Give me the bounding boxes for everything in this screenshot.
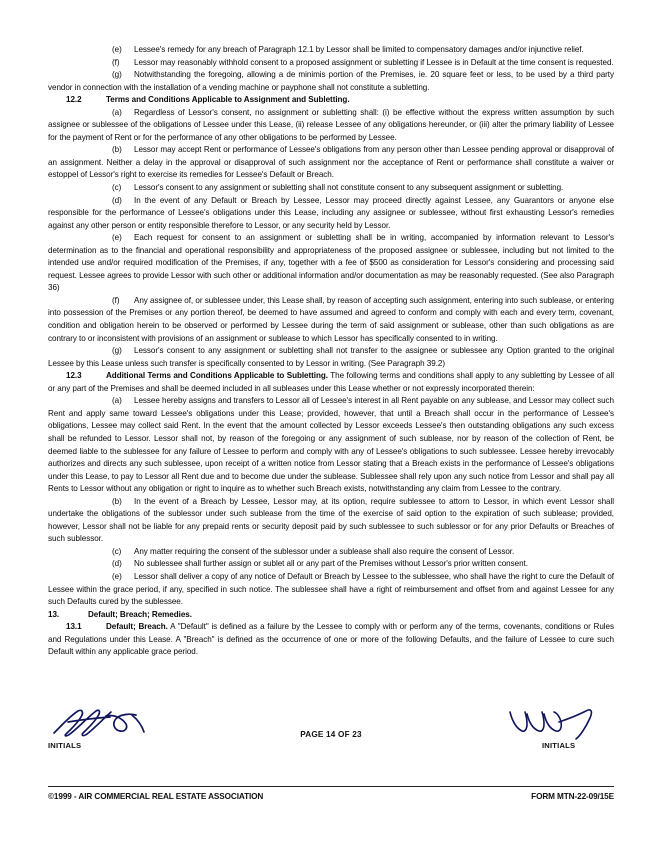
clause-label: (f) [112,57,120,67]
clause-label: (f) [112,295,120,305]
clause-body [48,44,614,659]
clause-12-3 [48,370,614,395]
clause-label: (e) [112,45,122,54]
clause-12-3-b [48,496,614,546]
clause-text: Lessor's consent to any assignment or subletting shall not transfer to the assignee or sublessee any Option granted to the original Lessee by this Lease unless such transfer is specifically consented to by Lessor in writing. (See Paragraph 39.2) [48,346,614,368]
clause-text: Any matter requiring the consent of the sublessor under a sublease shall also require the consent of Lessor. [134,546,515,556]
footer-divider [48,786,614,787]
clause-heading: Additional Terms and Conditions Applicable to Subletting. [106,371,328,381]
clause-12-2-c [48,182,614,195]
clause-label: (g) [112,70,122,80]
form-number: FORM MTN-22-09/15E [531,792,614,801]
clause-heading: Default; Breach; Remedies. [88,609,192,619]
clause-text: A "Default" is defined as a failure by the Lessee to comply with or perform any of the terms, covenants, conditions or Rules and Regulations under this Lease. A "Breach" is defined as the occurrence of one or more of the following Defaults, and the failure of Lessee to cure such Default within any applicable grace period. [48,622,614,657]
clause-12-3-e [48,571,614,609]
clause-text: Lessor may accept Rent or performance of Lessee's obligations from any person other than Lessee pending approval or disapproval of an assignment. Neither a delay in the approval or disapproval of such assignment nor the acceptance of Rent or performance shall constitute a waiver or estoppel of Lessor's right to exercise its remedies for Lessee's Default or Breach. [48,145,614,180]
clause-13-1 [48,621,614,659]
clause-f-1 [48,57,614,70]
page-number-label: PAGE 14 OF 23 [300,730,362,739]
clause-text: In the event of a Breach by Lessee, Lessor may, at its option, require sublessee to attorn to Lessor, in which event Lessor shall undertake the obligations of the sublessor under such sublease from the time of the exercise of said option to the expiration of such sublease; provided, however, Lessor shall not be liable for any prepaid rents or security deposit paid by such sublessee to such sublessor or for any prior Defaults or Breaches of such sublessor. [48,496,614,544]
clause-label: (e) [112,233,122,243]
clause-12-3-a [48,395,614,495]
clause-label: (a) [112,107,122,117]
clause-12-2 [48,94,614,107]
page-footer [48,706,614,806]
clause-e-1 [48,44,614,57]
clause-12-2-d [48,195,614,233]
clause-text: Lessor shall deliver a copy of any notice of Default or Breach by Lessee to the sublessee, who shall have the right to cure the Default of Lessee within the grace period, if any, specified in such notice. The sublessee shall have a right of reimbursement and offset from and against Lessee for any such Defaults cured by the sublessee. [48,571,614,607]
clause-text: Regardless of Lessor's consent, no assignment or subletting shall: (i) be effective without the express written assumption by such assignee or sublessee of the obligations of Lessee under this Lease, (ii) release Lessee of any obligations hereunder, or (iii) alter the primary liability of Lessee for the payment of Rent or for the performance of any other obligations to be performed by Lessee. [48,107,614,142]
clause-label: (c) [112,546,122,556]
clause-12-2-b [48,144,614,182]
clause-text: Lessee's remedy for any breach of Paragraph 12.1 by Lessor shall be limited to compensatory damages and/or injunctive relief. [134,45,584,54]
clause-heading: Default; Breach. [106,622,168,632]
clause-text: Each request for consent to an assignment or subletting shall be in writing, accompanied by information relevant to Lessor's determination as to the financial and operational responsibility and appropriateness of the proposed assignee or sublessee, including but not limited to the intended use and/or required modification of the Premises, if any, together with a fee of $500 as consideration for Lessor's considering and processing said request. Lessee agrees to provide Lessor with such other or additional information and/or documentation as may be reasonably requested. (See also Paragraph 36) [48,233,614,293]
clause-number: 12.3 [66,371,82,381]
clause-text: In the event of any Default or Breach by Lessee, Lessor may proceed directly against Lessee, any Guarantors or anyone else responsible for the performance of Lessee's obligations under this Lease, including any assignee or sublessee, without first exhausting Lessor's remedies against any other person or entity responsible therefore to Lessor, or any security held by Lessor. [48,195,614,230]
clause-12-2-g [48,345,614,370]
clause-text: No sublessee shall further assign or sublet all or any part of the Premises without Lessor's prior written consent. [134,559,528,569]
clause-heading: Terms and Conditions Applicable to Assignment and Subletting. [106,95,350,105]
initials-left-block [48,706,168,750]
copyright-notice: ©1999 - AIR COMMERCIAL REAL ESTATE ASSOCIATION [48,792,264,801]
clause-12-2-a [48,107,614,145]
clause-label: (d) [112,195,122,205]
clause-label: (d) [112,559,122,569]
clause-label: (e) [112,571,122,581]
clause-text: Lessor's consent to any assignment or subletting shall not constitute consent to any subsequent assignment or subletting. [134,183,564,193]
clause-text: The following terms and conditions shall apply to any subletting by Lessee of all or any part of the Premises and shall be deemed included in all subleases under this Lease whether or not expressly incorporated therein: [48,371,614,393]
clause-label: (c) [112,183,122,193]
clause-12-2-f [48,295,614,345]
initials-right-label: INITIALS [542,741,576,750]
initials-right-block [494,706,614,750]
clause-label: (b) [112,145,122,155]
clause-12-3-c [48,546,614,559]
clause-13 [48,609,614,622]
clause-label: (a) [112,396,122,406]
clause-g-1 [48,69,614,94]
clause-12-2-e [48,232,614,295]
clause-12-3-d [48,558,614,571]
clause-text: Lessee hereby assigns and transfers to Lessor all of Lessee's interest in all Rent payable on any sublease, and Lessor may collect such Rent and apply same toward Lessee's obligations under this Lease; provided, however, that until a Breach shall occur in the performance of Lessee's obligations, Lessee may collect said Rent. In the event that the amount collected by Lessor exceeds Lessee's then outstanding obligations any such excess shall be refunded to Lessor. Lessor shall not, by reason of the foregoing or any assignment of such sublease, nor by reason of the collection of Rent, be deemed liable to the sublessee for any failure of Lessee to perform and comply with any of Lessee's obligations to such sublessee. Lessee hereby irrevocably authorizes and directs any such sublessee, upon receipt of a written notice from Lessor stating that a Breach exists in the performance of Lessee's obligations under this Lease, to pay to Lessor all Rent due and to become due under the sublease. Sublessee shall rely upon any such notice from Lessor and shall pay all Rents to Lessor without any obligation or right to inquire as to whether such Breach exists, notwithstanding any claim from Lessee to the contrary. [48,396,614,494]
clause-label: (g) [112,346,122,356]
clause-label: (b) [112,496,122,506]
clause-number: 13. [48,609,60,619]
signature-initials-right-icon [494,706,614,740]
clause-number: 13.1 [66,622,82,632]
clause-text: Lessor may reasonably withhold consent to a proposed assignment or subletting if Lessee is in Default at the time consent is requested. [134,57,614,67]
clause-text: Notwithstanding the foregoing, allowing a de minimis portion of the Premises, ie. 20 square feet or less, to be used by a third party vendor in connection with the installation of a vending machine or payphone shall not constitute a subletting. [48,70,614,92]
clause-text: Any assignee of, or sublessee under, this Lease shall, by reason of accepting such assignment, entering into such sublease, or entering into possession of the Premises or any portion thereof, be deemed to have assumed and agreed to conform and comply with each and every term, covenant, condition and obligation herein to be observed or performed by Lessee during the term of said assignment or sublease, other than such obligations as are contrary to or inconsistent with provisions of an assignment or sublease to which Lessor has specifically consented to in writing. [48,295,614,343]
initials-left-label: INITIALS [48,741,82,750]
clause-number: 12.2 [66,95,82,105]
